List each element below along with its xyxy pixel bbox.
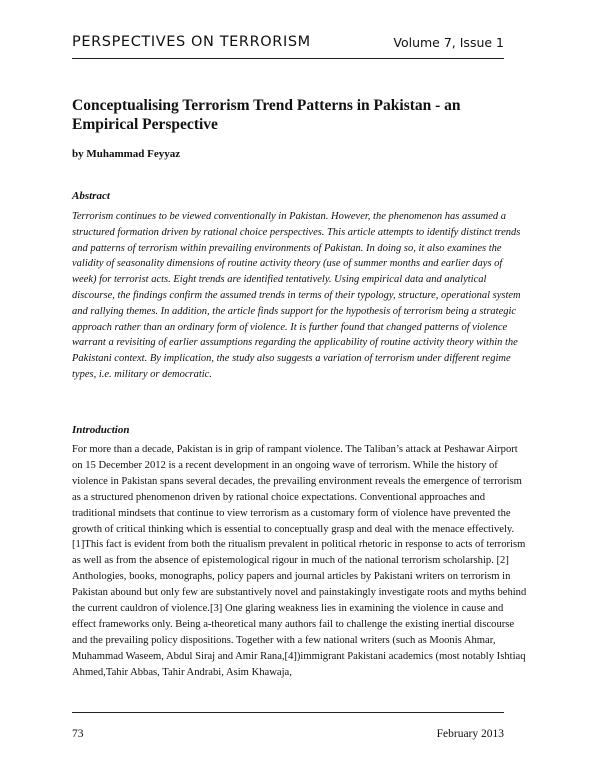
abstract-heading: Abstract — [72, 190, 110, 202]
issue-date: February 2013 — [436, 728, 504, 740]
article-author: by Muhammad Feyyaz — [72, 148, 181, 160]
journal-name: PERSPECTIVES ON TERRORISM — [72, 34, 311, 50]
introduction-heading: Introduction — [72, 424, 130, 436]
footer-divider — [72, 712, 504, 713]
volume-issue: Volume 7, Issue 1 — [393, 35, 504, 50]
introduction-text: For more than a decade, Pakistan is in grip of rampant violence. The Taliban’s attack at Peshawar Airport on 15 December 2012 is a recent development in an ongoing wave of terrorism. While the history of violence in Pakistan spans several decades, the prevailing environment reveals the emergence of terrorism as a structured phenomenon driven by rational choice expectations. Conventional approaches and traditional mindsets that continue to view terrorism as a customary form of violence have prevented the growth of critical thinking which is essential to conceptually grasp and deal with the menace effectively. [1]This fact is evident from both the ritualism prevalent in political rhetoric in response to acts of terrorism as well as from the absence of epistemological rigour in much of the national terrorism scholarship. [2] Anthologies, books, monographs, policy papers and journal articles by Pakistani writers on terrorism in Pakistan abound but only few are substantively novel and painstakingly investigate roots and myths behind the current cauldron of violence.[3] One glaring weakness lies in examining the violence in cause and effect frameworks only. Being a-theoretical many authors fail to challenge the existing inertial discourse and the prevailing policy dispositions. Together with a few national writers (such as Moonis Ahmar, Muhammad Waseem, Abdul Siraj and Amir Rana,[4])immigrant Pakistani academics (most notably Ishtiaq Ahmed,Tahir Abbas, Tahir Andrabi, Asim Khawaja, — [72, 444, 527, 678]
article-title: Conceptualising Terrorism Trend Patterns in Pakistan - an Empirical Perspective — [72, 97, 461, 133]
abstract-text: Terrorism continues to be viewed conventionally in Pakistan. However, the phenomenon has assumed a structured formation driven by rational choice perspectives. This article attempts to identify distinct trends and patterns of terrorism within prevailing environments of Pakistan. In doing so, it also examines the validity of seasonality dimensions of routine activity theory (use of summer months and earlier days of week) for terrorist acts. Eight trends are identified tentatively. Using empirical data and analytical discourse, the findings confirm the assumed trends in terms of their typology, structure, operational system and rallying themes. In addition, the article finds support for the hypothesis of terrorism being a strategic approach rather than an ordinary form of violence. It is further found that changed patterns of violence warrant a revisiting of earlier assumptions regarding the applicability of routine activity theory within the Pakistani context. By implication, the study also suggests a variation of terrorism under different regime types, i.e. military or democratic. — [72, 211, 521, 380]
page-number: 73 — [72, 728, 84, 740]
running-header — [72, 34, 504, 54]
header-divider — [72, 58, 504, 59]
